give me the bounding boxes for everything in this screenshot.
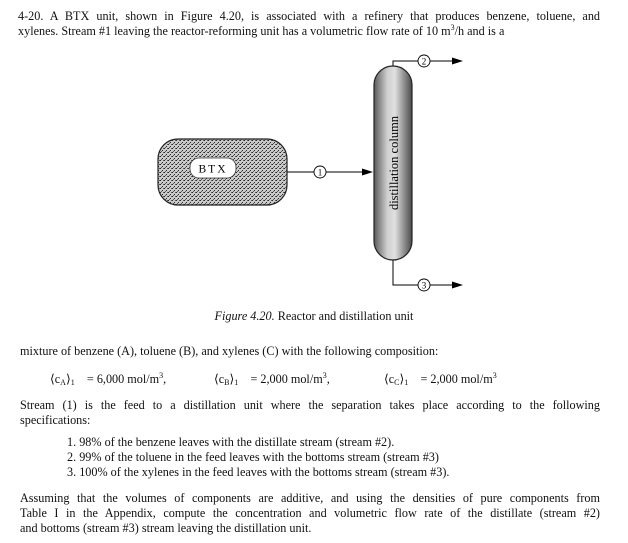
problem-intro-2a: xylenes. Stream #1 leaving the reactor-reforming unit has a volumetric flow rate of 10 m (18, 24, 451, 38)
cb-value: = 2,000 mol/m (250, 372, 323, 386)
cc-sub: C (394, 378, 400, 387)
cc-value: = 2,000 mol/m (420, 372, 493, 386)
specs-line-2: specifications: (20, 413, 91, 427)
cc-cube: 3 (492, 371, 497, 380)
cc-close: ⟩ (399, 372, 405, 386)
stream-1-arrow (362, 169, 373, 176)
list-item: 1. 98% of the benzene leaves with the distillate stream (stream #2). (67, 435, 395, 449)
list-item: 2. 99% of the toluene in the feed leaves with the bottoms stream (stream #3) (67, 450, 439, 464)
btx-label: BTX (198, 163, 228, 176)
cb-stream: 1 (234, 378, 239, 387)
problem-intro-1: A BTX unit, shown in Figure 4.20, is associated with a refinery that produces benzene, toluene, and (49, 9, 601, 23)
caption-number: Figure 4.20. (214, 309, 275, 323)
ca-value: = 6,000 mol/m (86, 372, 160, 386)
ca-close: ⟩ (65, 372, 71, 386)
stream-2-label: 2 (421, 56, 427, 67)
cc-stream: 1 (404, 378, 409, 387)
problem-intro-2b: /h and is a (454, 24, 505, 38)
cc-equation (384, 372, 497, 387)
cb-open: ⟨c (214, 372, 225, 386)
stream-3-arrow (452, 282, 463, 289)
ca-stream: 1 (70, 378, 75, 387)
column-label: distillation column (387, 115, 401, 211)
composition-intro: mixture of benzene (A), toluene (B), and xylenes (C) with the following composition: (20, 344, 439, 358)
superscript: 3 (450, 23, 455, 32)
ca-open: ⟨c (50, 372, 61, 386)
cb-equation: $⟨c_B⟩_1$ = 2,000 mol/$m^3$, (214, 371, 330, 387)
cc-open: ⟨c (384, 372, 395, 386)
list-item: 3. 100% of the xylenes in the feed leaves with the bottoms stream (stream #3). (67, 465, 450, 479)
specs-list (67, 435, 449, 480)
question-line-1: Assuming that the volumes of components are additive, and using the densities of pure components from (20, 491, 600, 505)
specs-line-1: Stream (1) is the feed to a distillation unit where the separation takes place according to the following (20, 398, 600, 412)
cb-sub: B (224, 378, 230, 387)
stream-3-label: 3 (421, 280, 427, 291)
question-line-2: Table I in the Appendix, compute the concentration and volumetric flow rate of the distillate (stream #2) (20, 506, 600, 520)
cb-close: ⟩ (229, 372, 235, 386)
figure-caption (0, 309, 628, 324)
stream-2-arrow (452, 58, 463, 65)
ca-cube: 3 (159, 371, 164, 380)
ca-sub: A (60, 378, 66, 387)
caption-text: Reactor and distillation unit (274, 309, 414, 323)
stream-1-label: 1 (317, 167, 323, 178)
ca-equation: $⟨c_A⟩_1$ = 6,000 mol/$m^3$, (50, 371, 167, 387)
question-line-3: and bottoms (stream #3) stream leaving the distillation unit. (20, 521, 312, 535)
problem-number: 4-20. (18, 9, 44, 23)
cb-cube: 3 (322, 371, 327, 380)
